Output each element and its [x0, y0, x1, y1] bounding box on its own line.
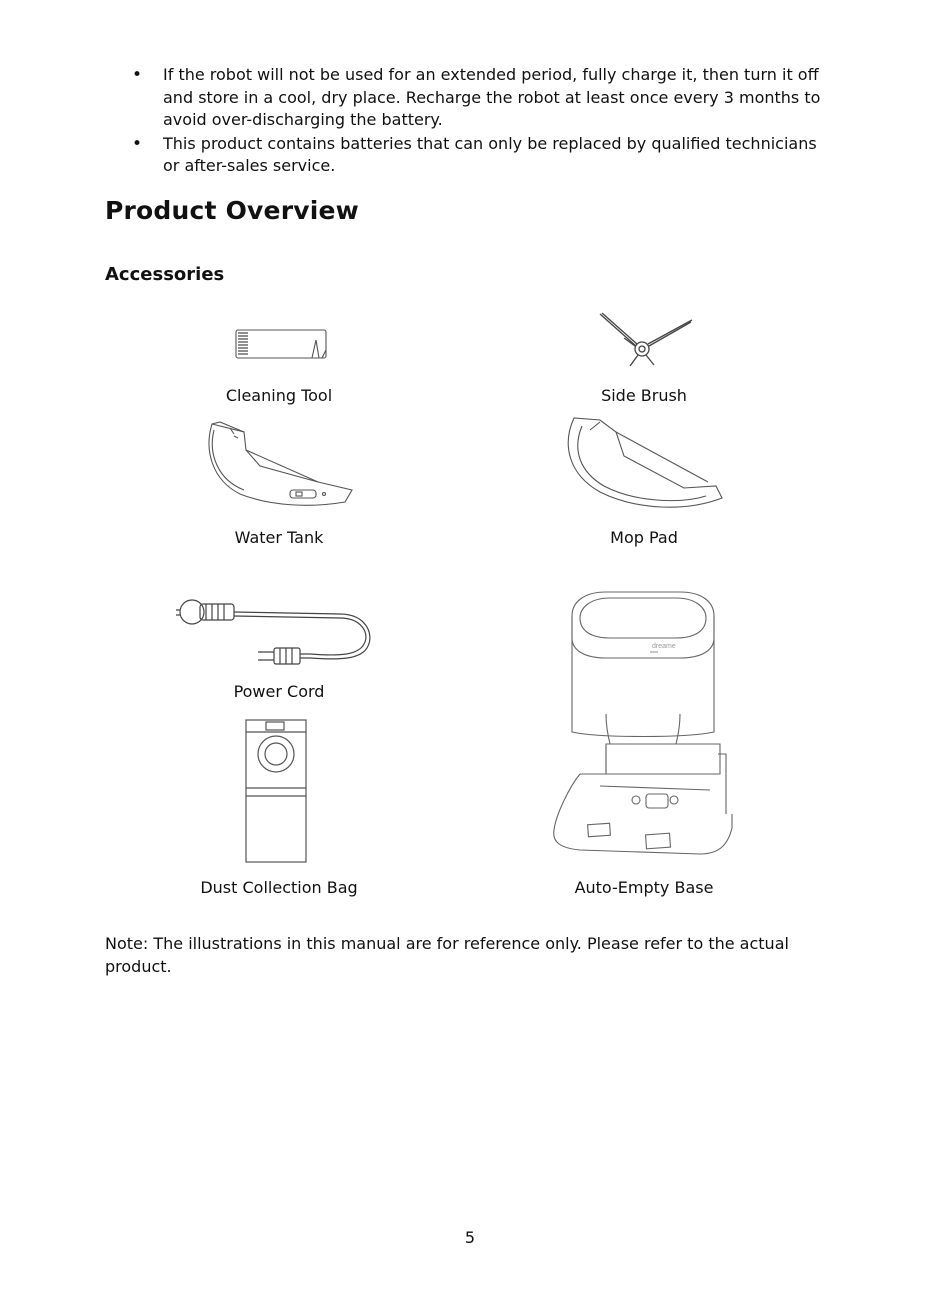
precaution-list	[130, 64, 830, 179]
subsection-title: Accessories	[105, 264, 225, 285]
section-title: Product Overview	[105, 196, 359, 225]
mop-pad-illustration	[560, 410, 730, 522]
page-number: 5	[464, 1228, 476, 1247]
mop-pad-label: Mop Pad	[610, 528, 678, 547]
water-tank-label: Water Tank	[234, 528, 324, 547]
power-cord-label: Power Cord	[233, 682, 325, 701]
auto-empty-base-label: Auto-Empty Base	[574, 878, 714, 897]
reference-note: Note: The illustrations in this manual are for reference only. Please refer to the actual product.	[105, 934, 789, 976]
dust-bag-label: Dust Collection Bag	[200, 878, 358, 897]
bullet-batteries: • This product contains batteries that can only be replaced by qualified technicians or after-sales service.	[130, 133, 830, 178]
bullet-storage: • If the robot will not be used for an extended period, fully charge it, then turn it off and store in a cool, dry place. Recharge the robot at least once every 3 months to avoid over-discharging the battery.	[130, 64, 830, 132]
cleaning-tool-illustration	[228, 322, 336, 368]
water-tank-illustration	[200, 410, 360, 522]
power-cord-illustration	[170, 588, 388, 676]
cleaning-tool-label: Cleaning Tool	[225, 386, 333, 405]
side-brush-illustration	[594, 308, 698, 370]
base-brand-logo: dreame	[652, 643, 676, 650]
dust-bag-illustration	[244, 718, 308, 866]
auto-empty-base-illustration	[550, 586, 736, 874]
side-brush-label: Side Brush	[601, 386, 687, 405]
